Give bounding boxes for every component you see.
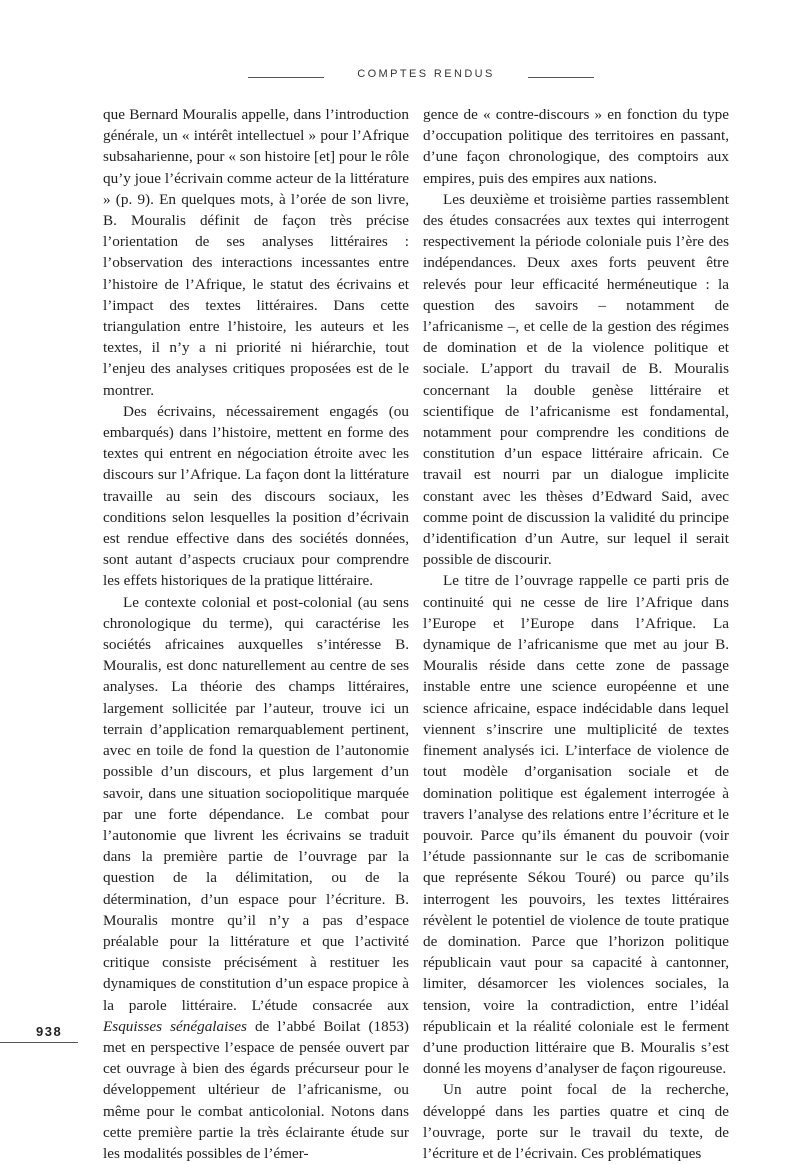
left-paragraph-1: que Bernard Mouralis appelle, dans l’introduction générale, un « intérêt intellectuel » pour l’Afrique subsaharienne, pour « son histoire [et] pour le rôle qu’y joue l’écrivain comme acteur de la littérature » (p. 9). En quelques mots, à l’orée de son livre, B. Mouralis définit de façon très précise l’orientation de ses analyses littéraires : l’observation des interactions incessantes entre l’histoire de l’Afrique, le statut des écrivains et l’impact des textes littéraires. Dans cette triangulation entre l’histoire, les auteurs et les textes, il n’y a ni priorité ni hiérarchie, tout l’enjeu des analyses critiques proposées est de le montrer.: [103, 106, 409, 399]
section-title: COMPTES RENDUS: [357, 68, 495, 80]
right-paragraph-3: Le titre de l’ouvrage rappelle ce parti pris de continuité qui ne cesse de lire l’Afrique dans l’Europe et l’Europe dans l’Afrique. La dynamique de l’africanisme que met au jour B. Mouralis réside dans cette zone de passage instable entre une science européenne et une science africaine, espace indécidable dans lequel viennent s’inscrire une multiplicité de textes finement analysés ici. L’interface de violence de tout modèle d’organisation sociale et de domination politique est également interrogée à travers l’analyse des relations entre l’écriture et le pouvoir. Parce qu’ils émanent du pouvoir (voir l’étude passionnante sur le cas de scribomanie que représente Sékou Touré) ou parce qu’ils interrogent les pouvoirs, les textes littéraires révèlent le potentiel de violence de toute pratique de domination. Parce que l’horizon politique républicain vaut pour sa capacité à cantonner, limiter, désamorcer les violences sociales, la tension, voire la contradiction, entre l’idéal républicain et la réalité coloniale est le ferment d’une production littéraire que B. Mouralis s’est donné les moyens d’analyser de façon rigoureuse.: [423, 572, 729, 1078]
header-rule-left: [248, 77, 324, 78]
header-rule-right: [528, 77, 594, 78]
folio-rule: [0, 1042, 78, 1043]
right-paragraph-1: gence de « contre-discours » en fonction du type d’occupation politique des territoires en passant, d’une façon chronologique, des comptoirs aux empires, puis des empires aux nations.: [423, 106, 729, 187]
right-paragraph-2: Les deuxième et troisième parties rassemblent des études consacrées aux textes qui interrogent respectivement la période coloniale puis l’ère des indépendances. Deux axes forts peuvent être relevés pour leur efficacité herméneutique : la question des savoirs – notamment de l’africanisme –, et celle de la gestion des régimes de domination et de la violence politique et sociale. L’apport du travail de B. Mouralis concernant la double genèse littéraire et scientifique de l’africanisme est fondamental, notamment pour comprendre les conditions de constitution d’un espace littéraire africain. Ce travail est nourri par un dialogue implicite constant avec les thèses d’Edward Said, avec comme point de discussion la validité du principe d’identification d’un Autre, sur lequel il serait possible de discourir.: [423, 190, 729, 569]
running-head: [248, 68, 594, 88]
page-number: 938: [36, 1024, 63, 1039]
left-paragraph-3: [103, 592, 409, 1164]
right-column: [423, 104, 729, 1164]
book-title-italic: Esquisses sénégalaises: [103, 1017, 247, 1035]
left-column: [103, 104, 409, 1164]
left-paragraph-2: Des écrivains, nécessairement engagés (ou embarqués) dans l’histoire, mettent en forme des textes qui entrent en négociation étroite avec les discours sur l’Afrique. La façon dont la littérature travaille au sein des discours sociaux, les conditions selon lesquelles la position d’écrivain est rendue effective dans des sociétés données, sont autant d’aspects cruciaux pour comprendre les effets historiques de la pratique littéraire.: [103, 402, 409, 590]
left-paragraph-3-end: de l’abbé Boilat (1853) met en perspective l’espace de pensée ouvert par cet ouvrage à bien des égards précurseur pour le développement ultérieur de l’africanisme, ou même pour le combat anticolonial. Notons dans cette première partie la très éclairante étude sur les modalités possibles de l’émer-: [103, 1017, 409, 1162]
left-paragraph-3-start: Le contexte colonial et post-colonial (au sens chronologique du terme), qui caractérise les sociétés africaines auxquelles s’intéresse B. Mouralis, est donc naturellement au centre de ses analyses. La théorie des champs littéraires, largement sollicitée par l’auteur, trouve ici un terrain d’application remarquablement pertinent, avec en toile de fond la question de l’autonomie possible d’un discours, et plus largement d’un savoir, dans une situation sociopolitique marquée par une forte dépendance. Le combat pour l’autonomie que livrent les écrivains se traduit dans la première partie de l’ouvrage par la question de la délimitation, ou de la détermination, d’un espace pour l’écriture. B. Mouralis montre qu’il n’y a pas d’espace préalable pour la littérature et que l’activité critique consiste précisément à restituer les dynamiques de constitution d’un espace propice à la parole littéraire. L’étude consacrée aux: [103, 593, 409, 1014]
right-paragraph-4: Un autre point focal de la recherche, développé dans les parties quatre et cinq de l’ouvrage, porte sur le travail du texte, de l’écriture et de l’écrivain. Ces problématiques: [423, 1081, 729, 1162]
